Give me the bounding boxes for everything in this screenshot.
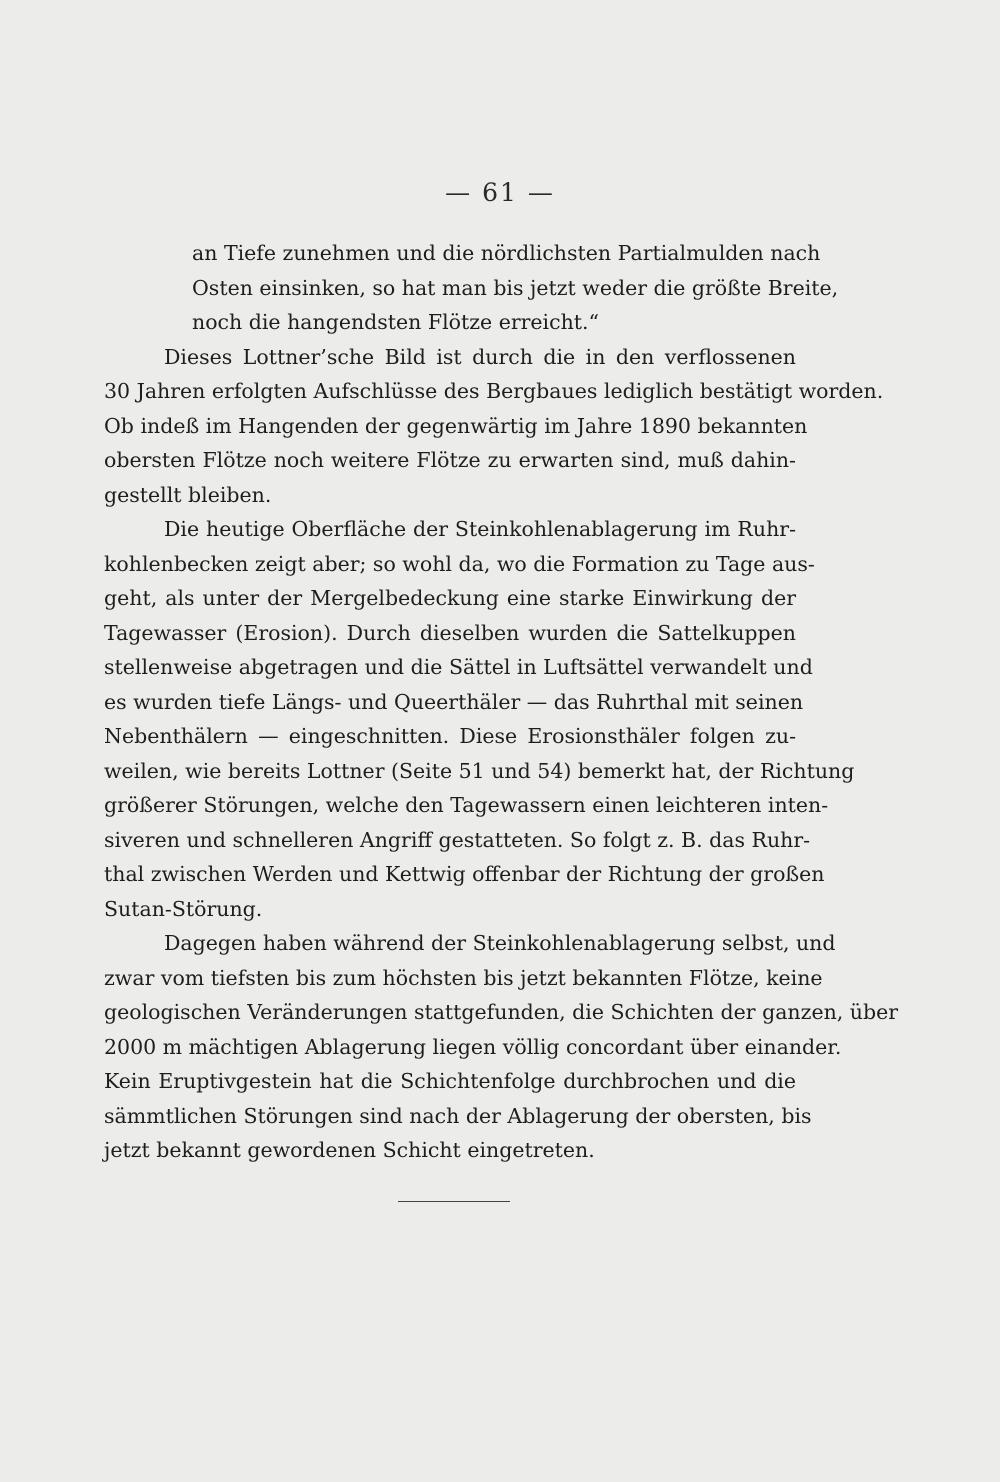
text-line: an Tiefe zunehmen und die nördlichsten Partialmulden nach [192, 241, 821, 265]
text-line: Die heutige Oberfläche der Steinkohlenablagerung im Ruhr- [164, 517, 796, 541]
text-line: Nebenthälern — eingeschnitten. Diese Erosionsthäler folgen zu- [104, 724, 796, 748]
text-line: siveren und schnelleren Angriff gestatteten. So folgt z. B. das Ruhr- [104, 827, 811, 852]
section-end-rule [398, 1201, 510, 1202]
text-line: geht, als unter der Mergelbedeckung eine starke Einwirkung der [104, 586, 796, 610]
page-number: — 61 — [445, 178, 555, 207]
text-line: noch die hangendsten Flötze erreicht.“ [192, 310, 600, 334]
text-line: größerer Störungen, welche den Tagewassern einen leichteren inten- [104, 793, 829, 817]
text-line: Dieses Lottner’sche Bild ist durch die in den verflossenen [164, 344, 796, 369]
text-line: stellenweise abgetragen und die Sättel in Luftsättel verwandelt und [104, 655, 813, 679]
text-line: obersten Flötze noch weitere Flötze zu erwarten sind, muß dahin- [104, 448, 796, 472]
text-line: jetzt bekannt gewordenen Schicht eingetreten. [104, 1138, 595, 1162]
text-line: geologischen Veränderungen stattgefunden, die Schichten der ganzen, über [104, 1000, 899, 1024]
text-line: 30 Jahren erfolgten Aufschlüsse des Bergbaues lediglich bestätigt worden. [104, 379, 884, 403]
text-line: Dagegen haben während der Steinkohlenablagerung selbst, und [164, 931, 836, 955]
text-line: es wurden tiefe Längs- und Queerthäler — das Ruhrthal mit seinen [104, 689, 804, 714]
text-line: thal zwischen Werden und Kettwig offenbar der Richtung der großen [104, 862, 825, 886]
text-line: sämmtlichen Störungen sind nach der Ablagerung der obersten, bis [104, 1103, 812, 1128]
text-line: Sutan-Störung. [104, 896, 263, 921]
text-line: Ob indeß im Hangenden der gegenwärtig im Jahre 1890 bekannten [104, 413, 808, 438]
text-line: gestellt bleiben. [104, 482, 272, 507]
body-text [104, 236, 899, 1168]
text-line: Kein Eruptivgestein hat die Schichtenfolge durchbrochen und die [104, 1069, 796, 1093]
text-line: weilen, wie bereits Lottner (Seite 51 und 54) bemerkt hat, der Richtung [104, 758, 855, 783]
text-line: zwar vom tiefsten bis zum höchsten bis jetzt bekannten Flötze, keine [104, 965, 823, 990]
text-line: Tagewasser (Erosion). Durch dieselben wurden die Sattelkuppen [104, 620, 796, 645]
text-line: Osten einsinken, so hat man bis jetzt weder die größte Breite, [192, 275, 839, 300]
text-line: 2000 m mächtigen Ablagerung liegen völlig concordant über einander. [104, 1034, 842, 1059]
text-line: kohlenbecken zeigt aber; so wohl da, wo die Formation zu Tage aus- [104, 551, 815, 576]
